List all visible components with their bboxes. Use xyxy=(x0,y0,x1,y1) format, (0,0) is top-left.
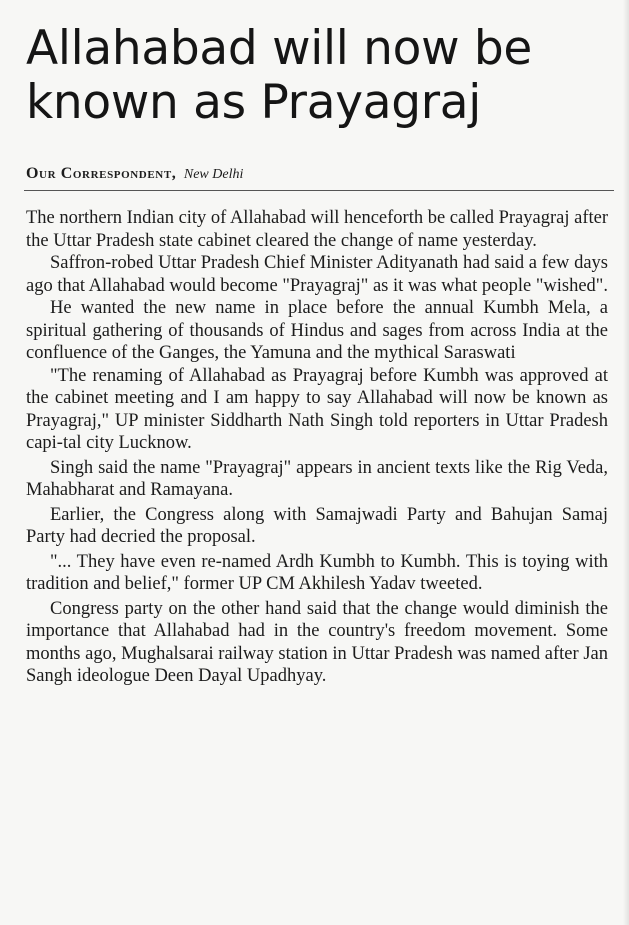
article-paragraph: Earlier, the Congress along with Samajwadi Party and Bahujan Samaj Party had decried the proposal. xyxy=(26,504,608,547)
article-paragraph: Singh said the name "Prayagraj" appears in ancient texts like the Rig Veda, Mahabharat and Ramayana. xyxy=(26,457,608,500)
article-paragraph: The northern Indian city of Allahabad will henceforth be called Prayagraj after the Uttar Pradesh state cabinet cleared the change of name yesterday. xyxy=(26,208,608,251)
byline xyxy=(26,165,243,184)
byline-location: New Delhi xyxy=(183,167,244,182)
article-paragraph: Saffron-robed Uttar Pradesh Chief Minister Adityanath had said a few days ago that Allahabad would become "Prayagraj" as it was what people "wished". xyxy=(26,253,608,296)
article-body xyxy=(26,207,608,688)
page-edge-shadow xyxy=(623,0,629,925)
article-headline: Allahabad will now be known as Prayagraj xyxy=(26,21,532,130)
article-paragraph: He wanted the new name in place before the annual Kumbh Mela, a spiritual gathering of thousands of Hindus and sages from across India at the confluence of the Ganges, the Yamuna and the mythical Saraswati xyxy=(26,298,608,363)
article-paragraph: Congress party on the other hand said that the change would diminish the importance that Allahabad had in the country's freedom movement. Some months ago, Mughalsarai railway station in Uttar Pradesh was named after Jan Sangh ideologue Deen Dayal Upadhyay. xyxy=(26,598,608,686)
article-paragraph: "The renaming of Allahabad as Prayagraj before Kumbh was approved at the cabinet meeting and I am happy to say Allahabad will now be known as Prayagraj," UP minister Siddharth Nath Singh told reporters in Uttar Pradesh capi-tal city Lucknow. xyxy=(26,365,608,453)
byline-correspondent: Our Correspondent, xyxy=(26,165,177,182)
article-paragraph: "... They have even re-named Ardh Kumbh to Kumbh. This is toying with tradition and belief," former UP CM Akhilesh Yadav tweeted. xyxy=(26,551,608,594)
byline-divider xyxy=(24,190,614,191)
